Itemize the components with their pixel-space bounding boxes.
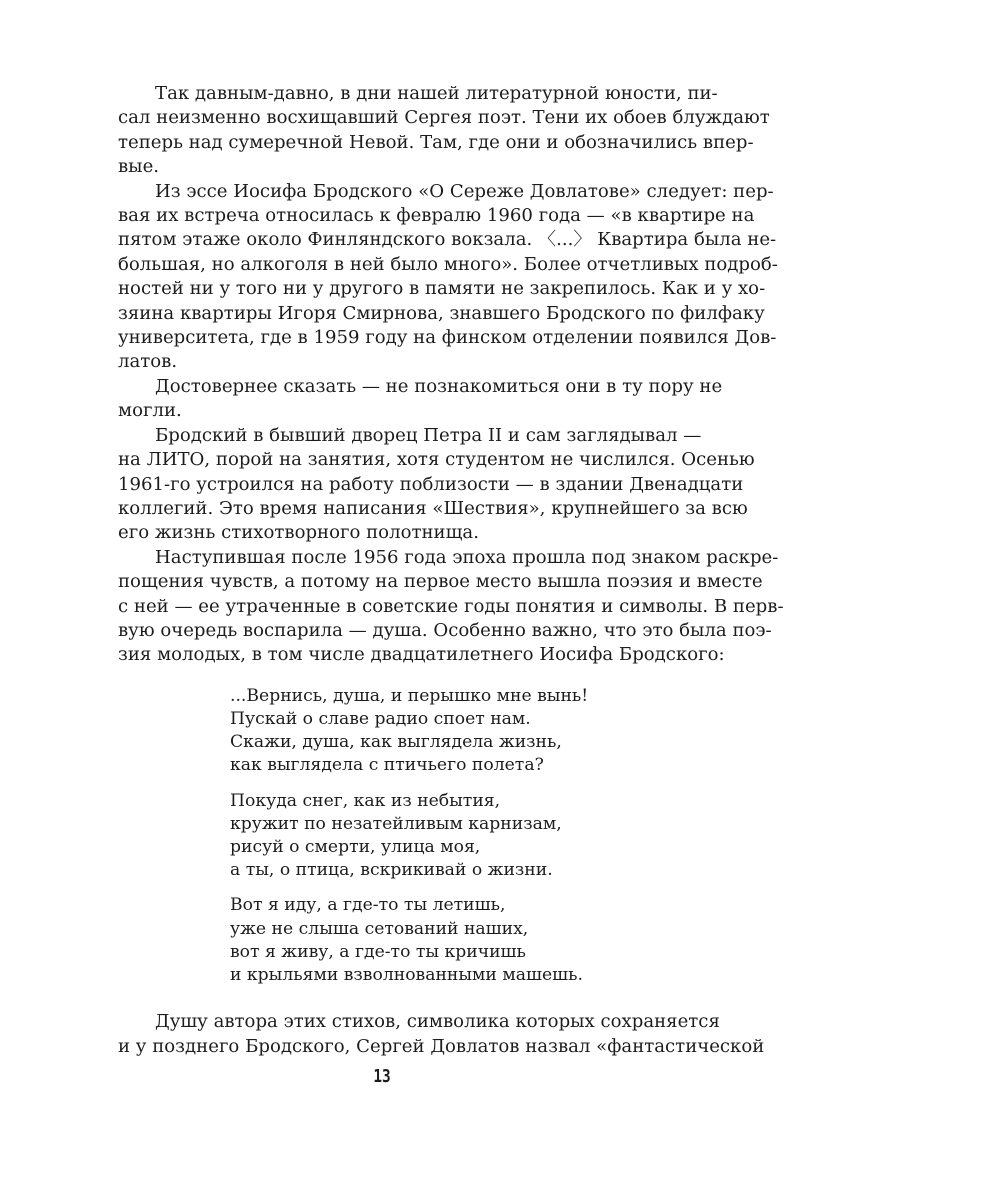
paragraph-closing (81, 1010, 765, 1059)
paragraph-2 (81, 180, 778, 375)
poem-line: рисуй о смерти, улица моя, (230, 836, 481, 857)
page-number: 13 (373, 1066, 391, 1087)
text-line: Из эссе Иосифа Бродского «О Сереже Довлатове» следует: пер- (155, 180, 774, 202)
text-line: пощения чувств, а потому на первое место вышла поэзия и вместе (118, 571, 763, 593)
poem-quote (230, 685, 685, 987)
text-line: теперь над сумеречной Невой. Там, где они и обозначились впер- (118, 131, 754, 153)
poem-line: и крыльями взволнованными машешь. (230, 964, 583, 985)
paragraph-5 (81, 546, 784, 668)
text-line: его жизнь стихотворного полотнища. (118, 522, 479, 544)
poem-stanza-3 (230, 894, 685, 987)
text-line: коллегий. Это время написания «Шествия», крупнейшего за всю (118, 497, 748, 519)
text-line: Достовернее сказать — не познакомиться они в ту пору не (155, 375, 723, 397)
text-line: вая их встреча относилась к февралю 1960 года — «в квартире на (118, 205, 755, 227)
text-line: вую очередь воспарила — душа. Особенно важно, что это была поэ- (118, 619, 772, 641)
text-line: зяина квартиры Игоря Смирнова, знавшего Бродского по филфаку (118, 302, 765, 324)
text-line: с ней — ее утраченные в советские годы понятия и символы. В перв- (118, 595, 784, 617)
text-line: 1961-го устроился на работу поблизости — в здании Двенадцати (118, 473, 744, 495)
text-line: могли. (118, 400, 182, 422)
text-line: Наступившая после 1956 года эпоха прошла под знаком раскре- (155, 546, 779, 568)
text-line: и у позднего Бродского, Сергей Довлатов назвал «фантастической (118, 1035, 765, 1057)
text-line: Так давным-давно, в дни нашей литературной юности, пи- (155, 83, 718, 104)
poem-line: а ты, о птица, вскрикивай о жизни. (230, 860, 553, 881)
poem-line: вот я живу, а где-то ты кричишь (230, 941, 526, 962)
poem-line: Пускай о славе радио споет нам. (230, 708, 531, 729)
paragraph-3 (81, 375, 723, 424)
text-line: Бродский в бывший дворец Петра II и сам заглядывал — (155, 424, 702, 446)
text-line: вые. (118, 156, 160, 178)
text-line: ностей ни у того ни у другого в памяти не закрепилось. Как и у хо- (118, 278, 766, 300)
text-line: большая, но алкоголя в ней было много». Более отчетливых подроб- (118, 253, 778, 275)
text-line: сал неизменно восхищавший Сергея поэт. Тени их обоев блуждают (118, 107, 770, 129)
paragraph-1 (81, 82, 770, 180)
text-line: латов. (118, 351, 178, 373)
poem-line: ...Вернись, душа, и перышко мне вынь! (230, 685, 589, 706)
poem-line: Вот я иду, а где-то ты летишь, (230, 895, 506, 916)
text-line: пятом этаже около Финляндского вокзала. 〈...〉 Квартира была не- (118, 229, 777, 251)
text-line: на ЛИТО, порой на занятия, хотя студентом не числился. Осенью (118, 449, 755, 471)
poem-line: Скажи, душа, как выглядела жизнь, (230, 732, 562, 753)
poem-line: кружит по незатейливым карнизам, (230, 813, 562, 834)
poem-line: как выглядела с птичьего полета? (230, 755, 544, 776)
text-line: Душу автора этих стихов, символика которых сохраняется (155, 1011, 720, 1033)
poem-line: уже не слыша сетований наших, (230, 918, 529, 939)
poem-stanza-1 (230, 685, 685, 778)
paragraph-4 (81, 424, 755, 546)
poem-line: Покуда снег, как из небытия, (230, 790, 501, 811)
text-line: университета, где в 1959 году на финском отделении появился Дов- (118, 327, 777, 349)
poem-stanza-2 (230, 790, 685, 883)
page-body (81, 82, 784, 1059)
text-line: зия молодых, в том числе двадцатилетнего Иосифа Бродского: (118, 644, 725, 666)
